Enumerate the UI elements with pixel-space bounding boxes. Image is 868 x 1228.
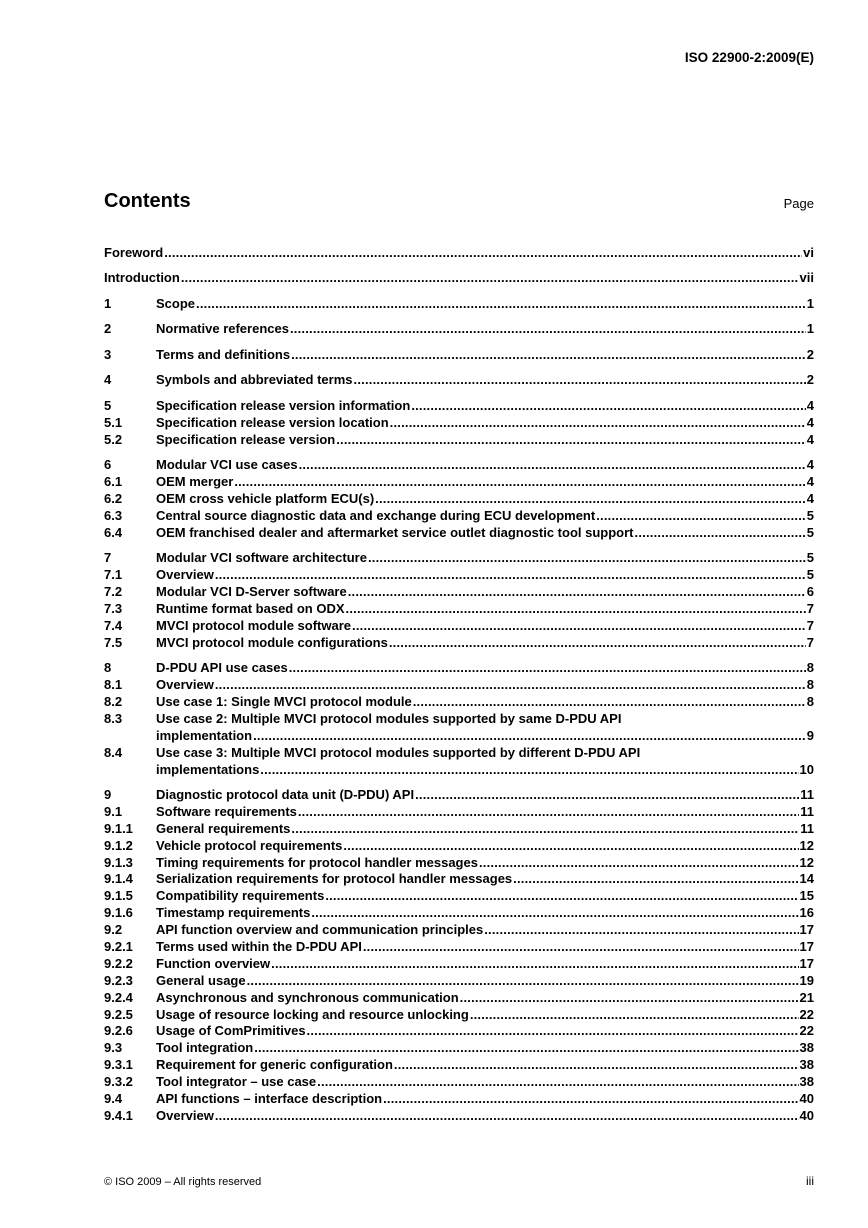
copyright-notice: © ISO 2009 – All rights reserved <box>104 1176 262 1188</box>
page-number: iii <box>806 1174 814 1188</box>
toc-entry-title: D-PDU API use cases <box>156 660 288 676</box>
toc-entry[interactable] <box>104 905 814 922</box>
table-of-contents <box>104 245 814 1125</box>
toc-entry-number: 8.4 <box>104 744 123 760</box>
toc-entry-title: Vehicle protocol requirements <box>156 837 343 853</box>
toc-entry-number: 9.1.1 <box>104 820 133 836</box>
toc-entry[interactable] <box>104 922 814 939</box>
toc-entry-title: Function overview <box>156 955 271 971</box>
toc-entry-number: 7.1 <box>104 567 123 583</box>
toc-dot-leader <box>363 939 799 956</box>
toc-entry[interactable] <box>104 415 814 432</box>
toc-entry-page: 11 <box>800 820 814 836</box>
toc-entry-number: 8 <box>104 660 112 676</box>
toc-entry-number: 6 <box>104 457 112 473</box>
toc-entry[interactable] <box>104 296 814 313</box>
toc-entry-page: 19 <box>799 972 814 988</box>
toc-entry-page: 5 <box>806 507 814 523</box>
toc-entry-page: 15 <box>799 888 814 904</box>
toc-entry[interactable] <box>104 711 814 728</box>
toc-entry[interactable] <box>104 821 814 838</box>
toc-entry-page: 6 <box>806 584 814 599</box>
toc-entry-page: 4 <box>806 457 814 473</box>
toc-dot-leader <box>411 398 805 415</box>
toc-entry[interactable] <box>104 584 814 601</box>
toc-entry-title: API functions – interface description <box>156 1091 383 1107</box>
toc-entry[interactable] <box>104 677 814 694</box>
toc-entry[interactable] <box>104 762 814 779</box>
toc-entry-title: Specification release version information <box>156 397 411 413</box>
toc-dot-leader <box>470 1007 799 1024</box>
toc-entry-page: 22 <box>799 1023 814 1039</box>
toc-entry-number: 9.3.1 <box>104 1057 133 1073</box>
toc-dot-leader <box>271 956 798 973</box>
toc-entry[interactable] <box>104 1023 814 1040</box>
toc-dot-leader <box>390 415 806 432</box>
toc-entry-number: 7.4 <box>104 617 123 633</box>
toc-dot-leader <box>368 550 806 567</box>
toc-entry[interactable] <box>104 1074 814 1091</box>
toc-entry-number: 9.2.3 <box>104 972 133 988</box>
toc-entry-title: Specification release version location <box>156 414 389 430</box>
toc-entry-number: 9.4.1 <box>104 1107 133 1123</box>
toc-entry-title: Terms and definitions <box>156 346 291 362</box>
toc-dot-leader <box>289 660 806 677</box>
toc-entry-number: 9.1.3 <box>104 854 133 870</box>
toc-entry-title: General usage <box>156 972 246 988</box>
toc-dot-leader <box>307 1023 799 1040</box>
toc-dot-leader <box>484 922 798 939</box>
toc-entry-title: Use case 3: Multiple MVCI protocol modules supported by different D-PDU API <box>156 744 641 760</box>
toc-entry-page: 14 <box>799 871 814 887</box>
toc-entry-page: 5 <box>806 567 814 583</box>
toc-dot-leader <box>299 457 806 474</box>
toc-dot-leader <box>413 694 806 711</box>
toc-entry[interactable] <box>104 1040 814 1057</box>
toc-entry-number: 4 <box>104 372 112 388</box>
toc-entry-title: Modular VCI software architecture <box>156 550 367 566</box>
toc-entry-title: Foreword <box>104 245 164 260</box>
toc-entry[interactable] <box>104 855 814 872</box>
toc-entry-title: OEM cross vehicle platform ECU(s) <box>156 490 375 506</box>
toc-entry[interactable] <box>104 745 814 762</box>
toc-entry-number: 9.1.2 <box>104 837 133 853</box>
toc-entry-page: 8 <box>806 660 814 676</box>
toc-dot-leader <box>354 372 806 389</box>
toc-dot-leader <box>291 821 799 838</box>
toc-entry[interactable] <box>104 871 814 888</box>
toc-entry-number: 8.1 <box>104 677 123 693</box>
toc-entry-page: vii <box>799 270 814 286</box>
toc-entry-title: Overview <box>156 1107 214 1123</box>
toc-entry-number: 5 <box>104 397 112 413</box>
toc-entry-title: Overview <box>156 567 214 583</box>
toc-entry[interactable] <box>104 567 814 584</box>
toc-dot-leader <box>325 888 798 905</box>
toc-entry[interactable] <box>104 728 814 745</box>
toc-entry-title: implementation <box>156 727 253 743</box>
toc-entry-title: Overview <box>156 677 214 693</box>
toc-entry-title: Symbols and abbreviated terms <box>156 372 353 388</box>
toc-entry-number: 5.2 <box>104 431 123 447</box>
toc-entry-title: Diagnostic protocol data unit (D-PDU) API <box>156 786 415 802</box>
toc-entry-page: 5 <box>806 524 814 540</box>
toc-entry[interactable] <box>104 347 814 364</box>
toc-dot-leader <box>343 838 798 855</box>
toc-entry-page: 22 <box>799 1006 814 1022</box>
toc-entry[interactable] <box>104 939 814 956</box>
toc-dot-leader <box>596 508 806 525</box>
toc-entry-title: Use case 2: Multiple MVCI protocol modules supported by same D-PDU API <box>156 710 622 726</box>
toc-dot-leader <box>164 245 802 262</box>
toc-entry-number: 7 <box>104 550 112 566</box>
toc-entry[interactable] <box>104 508 814 525</box>
toc-dot-leader <box>375 491 806 508</box>
toc-entry-title: Tool integrator – use case <box>156 1074 317 1090</box>
toc-entry-page: 8 <box>806 677 814 693</box>
toc-entry[interactable] <box>104 973 814 990</box>
toc-dot-leader <box>196 296 806 313</box>
toc-entry-page: 17 <box>799 939 814 954</box>
toc-entry-page: 17 <box>799 955 814 971</box>
toc-entry-page: 16 <box>799 905 814 921</box>
toc-entry[interactable] <box>104 990 814 1007</box>
toc-entry-page: vi <box>803 245 814 260</box>
toc-entry[interactable] <box>104 321 814 338</box>
toc-entry-page: 1 <box>806 321 814 337</box>
toc-entry[interactable] <box>104 694 814 711</box>
toc-entry-number: 8.2 <box>104 693 123 709</box>
toc-entry-page: 17 <box>799 922 814 938</box>
toc-entry-title: General requirements <box>156 820 291 836</box>
toc-entry[interactable] <box>104 787 814 804</box>
toc-entry-title: Scope <box>156 295 196 311</box>
toc-entry-page: 4 <box>806 397 814 413</box>
toc-dot-leader <box>291 347 806 364</box>
toc-entry-number: 7.2 <box>104 584 123 599</box>
toc-entry-page: 8 <box>806 693 814 709</box>
toc-entry-number: 9.4 <box>104 1091 123 1107</box>
toc-entry-page: 1 <box>806 295 814 311</box>
toc-entry-number: 6.2 <box>104 490 123 506</box>
toc-entry-title: Terms used within the D-PDU API <box>156 939 362 954</box>
toc-entry-page: 12 <box>799 837 814 853</box>
toc-entry-number: 9.2.6 <box>104 1023 133 1039</box>
toc-entry[interactable] <box>104 245 814 262</box>
toc-entry[interactable] <box>104 660 814 677</box>
toc-entry-number: 6.1 <box>104 474 123 490</box>
toc-entry-page: 10 <box>799 761 814 777</box>
toc-entry-title: Runtime format based on ODX <box>156 600 345 616</box>
toc-entry-number: 9.2.4 <box>104 989 133 1005</box>
toc-dot-leader <box>234 474 805 491</box>
toc-entry-number: 9.3.2 <box>104 1074 133 1090</box>
toc-dot-leader <box>336 432 806 449</box>
toc-entry[interactable] <box>104 1108 814 1125</box>
toc-dot-leader <box>389 635 806 652</box>
toc-entry-page: 4 <box>806 414 814 430</box>
toc-entry[interactable] <box>104 372 814 389</box>
toc-entry-page: 38 <box>799 1040 814 1056</box>
toc-entry-number: 9.1 <box>104 803 123 819</box>
toc-entry-title: Usage of resource locking and resource unlocking <box>156 1006 469 1022</box>
toc-entry-title: Normative references <box>156 321 289 337</box>
toc-entry-title: Timestamp requirements <box>156 905 311 921</box>
toc-dot-leader <box>415 787 799 804</box>
toc-entry[interactable] <box>104 474 814 491</box>
toc-entry-number: 9.1.5 <box>104 888 133 904</box>
toc-entry-page: 38 <box>799 1074 814 1090</box>
toc-entry-page: 5 <box>806 550 814 566</box>
toc-dot-leader <box>635 525 806 542</box>
toc-entry-page: 7 <box>806 600 814 616</box>
toc-entry-page: 4 <box>806 474 814 490</box>
toc-entry[interactable] <box>104 635 814 652</box>
toc-entry[interactable] <box>104 1057 814 1074</box>
toc-entry-page: 11 <box>800 786 814 802</box>
page-column-label: Page <box>783 196 814 211</box>
toc-dot-leader <box>348 584 806 601</box>
toc-entry[interactable] <box>104 525 814 542</box>
toc-entry-title: OEM merger <box>156 474 234 490</box>
toc-entry-number: 9.2 <box>104 922 123 938</box>
toc-dot-leader <box>247 973 799 990</box>
toc-entry[interactable] <box>104 432 814 449</box>
toc-entry-page: 7 <box>806 634 814 650</box>
toc-entry-number: 5.1 <box>104 414 123 430</box>
toc-entry-page: 9 <box>806 727 814 743</box>
toc-entry[interactable] <box>104 601 814 618</box>
toc-entry-title: Use case 1: Single MVCI protocol module <box>156 693 412 709</box>
toc-entry-page: 7 <box>806 617 814 633</box>
toc-entry[interactable] <box>104 618 814 635</box>
toc-entry-page: 40 <box>799 1091 814 1107</box>
toc-dot-leader <box>383 1091 798 1108</box>
toc-entry[interactable] <box>104 398 814 415</box>
toc-entry-page: 40 <box>799 1107 814 1123</box>
toc-entry-number: 9.1.6 <box>104 905 133 921</box>
toc-entry-number: 1 <box>104 295 112 311</box>
toc-entry[interactable] <box>104 956 814 973</box>
toc-dot-leader <box>254 1040 798 1057</box>
toc-dot-leader <box>215 567 806 584</box>
toc-entry-page: 12 <box>799 854 814 870</box>
toc-entry-title: Modular VCI D-Server software <box>156 584 347 599</box>
toc-entry-number: 9 <box>104 786 112 802</box>
toc-entry-title: MVCI protocol module software <box>156 617 352 633</box>
toc-entry-title: Specification release version <box>156 431 336 447</box>
toc-entry-number: 9.1.4 <box>104 871 133 887</box>
contents-title: Contents <box>104 190 191 212</box>
toc-entry[interactable] <box>104 457 814 474</box>
toc-dot-leader <box>253 728 806 745</box>
toc-entry-title: Software requirements <box>156 803 297 819</box>
toc-dot-leader <box>298 804 799 821</box>
toc-entry[interactable] <box>104 491 814 508</box>
toc-dot-leader <box>290 321 806 338</box>
toc-dot-leader <box>260 762 798 779</box>
toc-entry-number: 6.3 <box>104 507 123 523</box>
toc-entry-title: Tool integration <box>156 1040 254 1056</box>
toc-entry-page: 4 <box>806 431 814 447</box>
toc-entry-number: 9.3 <box>104 1040 123 1056</box>
toc-dot-leader <box>311 905 798 922</box>
toc-entry-title: Timing requirements for protocol handler messages <box>156 854 478 870</box>
toc-entry-number: 9.2.1 <box>104 939 133 954</box>
toc-entry[interactable] <box>104 270 814 287</box>
toc-dot-leader <box>352 618 806 635</box>
toc-dot-leader <box>215 677 806 694</box>
toc-entry[interactable] <box>104 1007 814 1024</box>
toc-dot-leader <box>394 1057 799 1074</box>
toc-entry-page: 2 <box>806 346 814 362</box>
toc-dot-leader <box>346 601 806 618</box>
toc-entry-number: 9.2.2 <box>104 955 133 971</box>
toc-entry-title: API function overview and communication principles <box>156 922 484 938</box>
toc-entry-title: OEM franchised dealer and aftermarket service outlet diagnostic tool support <box>156 524 634 540</box>
toc-entry-number: 6.4 <box>104 524 123 540</box>
toc-entry-page: 21 <box>799 989 814 1005</box>
toc-entry[interactable] <box>104 888 814 905</box>
toc-entry-title: Introduction <box>104 270 180 286</box>
toc-entry-number: 8.3 <box>104 710 123 726</box>
toc-entry-page: 4 <box>806 490 814 506</box>
toc-entry[interactable] <box>104 1091 814 1108</box>
document-id: ISO 22900-2:2009(E) <box>684 50 814 65</box>
toc-entry[interactable] <box>104 804 814 821</box>
toc-entry-page: 2 <box>806 372 814 388</box>
toc-entry-page: 38 <box>799 1057 814 1073</box>
toc-entry-title: Asynchronous and synchronous communication <box>156 989 459 1005</box>
toc-dot-leader <box>215 1108 799 1125</box>
toc-entry-page: 11 <box>800 803 814 819</box>
toc-entry-title: Central source diagnostic data and exchange during ECU development <box>156 507 596 523</box>
toc-dot-leader <box>460 990 799 1007</box>
toc-dot-leader <box>181 270 799 287</box>
toc-entry[interactable] <box>104 550 814 567</box>
toc-dot-leader <box>317 1074 798 1091</box>
toc-entry-number: 3 <box>104 346 112 362</box>
toc-entry-number: 7.3 <box>104 600 123 616</box>
toc-entry-title: MVCI protocol module configurations <box>156 634 388 650</box>
toc-dot-leader <box>513 871 798 888</box>
toc-entry-title: Requirement for generic configuration <box>156 1057 393 1073</box>
toc-entry-number: 7.5 <box>104 634 123 650</box>
toc-dot-leader <box>479 855 799 872</box>
toc-entry-title: Usage of ComPrimitives <box>156 1023 306 1039</box>
toc-entry-title: Compatibility requirements <box>156 888 325 904</box>
toc-entry-title: Modular VCI use cases <box>156 457 298 473</box>
toc-entry-title: implementations <box>156 761 260 777</box>
toc-entry-title: Serialization requirements for protocol handler messages <box>156 871 513 887</box>
toc-entry-number: 9.2.5 <box>104 1006 133 1022</box>
toc-entry[interactable] <box>104 838 814 855</box>
toc-entry-number: 2 <box>104 321 112 337</box>
